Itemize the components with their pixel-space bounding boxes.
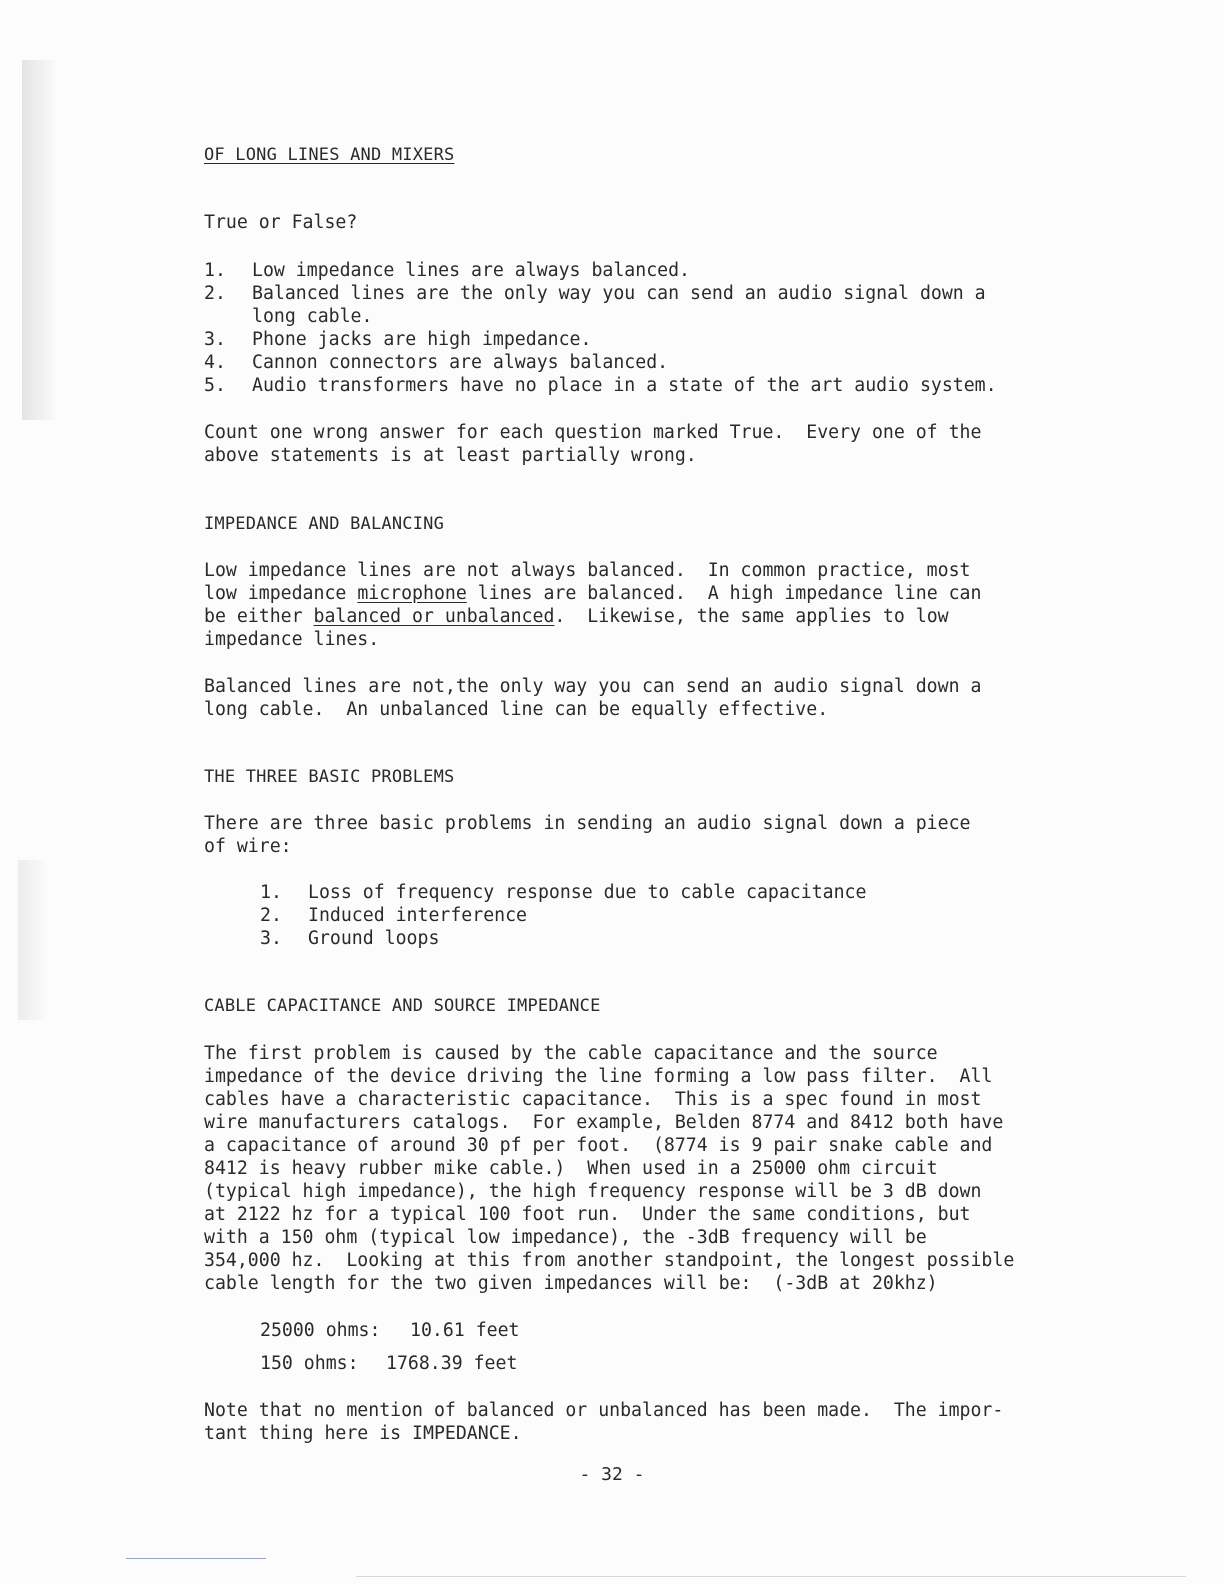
section-heading-problems: THE THREE BASIC PROBLEMS (204, 767, 455, 787)
quiz-item-5-num: 5. (204, 375, 226, 396)
cable-para-line-5: a capacitance of around 30 pf per foot. (8774 is 9 pair snake cable and (204, 1135, 993, 1156)
bottom-rule-left (126, 1558, 266, 1559)
cable-para-line-8: at 2122 hz for a typical 100 foot run. Under the same conditions, but (204, 1204, 971, 1225)
problem-1-num: 1. (260, 882, 282, 903)
quiz-item-1-text: Low impedance lines are always balanced. (252, 260, 690, 281)
value-label-150: 150 ohms: (260, 1353, 359, 1374)
underlined-phrase: balanced or unbalanced (313, 606, 555, 627)
quiz-item-5-text: Audio transformers have no place in a state of the art audio system. (252, 375, 997, 396)
value-label-25000: 25000 ohms: (260, 1320, 381, 1341)
cable-para-line-9: with a 150 ohm (typical low impedance), the -3dB frequency will be (204, 1227, 927, 1248)
scan-edge-shadow (22, 60, 58, 420)
impedance-p2-line-2: long cable. An unbalanced line can be equally effective. (204, 699, 829, 720)
quiz-note-line-2: above statements is at least partially wrong. (204, 445, 697, 466)
quiz-item-2-num: 2. (204, 283, 226, 304)
impedance-p1-line-4: impedance lines. (204, 629, 380, 650)
text-run: be either (204, 606, 314, 627)
impedance-p2-line-1: Balanced lines are not,the only way you can send an audio signal down a (204, 676, 982, 697)
text-run: lines are balanced. A high impedance line can (466, 583, 982, 604)
scan-edge-shadow-lower (18, 860, 48, 1020)
section-heading-cable: CABLE CAPACITANCE AND SOURCE IMPEDANCE (204, 996, 601, 1016)
quiz-item-4-num: 4. (204, 352, 226, 373)
cable-para-line-6: 8412 is heavy rubber mike cable.) When used in a 25000 ohm circuit (204, 1158, 938, 1179)
impedance-p1-line-3 (204, 605, 949, 628)
underlined-word: microphone (357, 583, 467, 604)
quiz-item-3-text: Phone jacks are high impedance. (252, 329, 592, 350)
problem-1-text: Loss of frequency response due to cable capacitance (308, 882, 867, 903)
problem-3-num: 3. (260, 928, 282, 949)
bottom-rule-right (356, 1576, 1186, 1577)
cable-note-line-1: Note that no mention of balanced or unbalanced has been made. The impor- (204, 1400, 1004, 1421)
cable-note-line-2: tant thing here is IMPEDANCE. (204, 1423, 522, 1444)
section-heading-impedance: IMPEDANCE AND BALANCING (204, 514, 445, 534)
cable-para-line-11: cable length for the two given impedances will be: (-3dB at 20khz) (204, 1273, 938, 1294)
text-run: low impedance (204, 583, 358, 604)
quiz-item-4-text: Cannon connectors are always balanced. (252, 352, 669, 373)
cable-para-line-7: (typical high impedance), the high frequency response will be 3 dB down (204, 1181, 982, 1202)
quiz-item-1-num: 1. (204, 260, 226, 281)
problems-intro-line-2: of wire: (204, 836, 292, 857)
cable-para-line-10: 354,000 hz. Looking at this from another standpoint, the longest possible (204, 1250, 1015, 1271)
problems-intro-line-1: There are three basic problems in sending an audio signal down a piece (204, 813, 971, 834)
quiz-note-line-1: Count one wrong answer for each question marked True. Every one of the (204, 422, 982, 443)
quiz-item-2-text: Balanced lines are the only way you can send an audio signal down a (252, 283, 986, 304)
impedance-p1-line-1: Low impedance lines are not always balanced. In common practice, most (204, 560, 971, 581)
problem-2-num: 2. (260, 905, 282, 926)
value-25000: 10.61 feet (410, 1320, 520, 1341)
cable-para-line-1: The first problem is caused by the cable capacitance and the source (204, 1043, 938, 1064)
quiz-item-3-num: 3. (204, 329, 226, 350)
page-number: - 32 - (579, 1464, 645, 1485)
impedance-p1-line-2 (204, 582, 981, 605)
text-run: . Likewise, the same applies to low (554, 606, 949, 627)
problem-3-text: Ground loops (308, 928, 440, 949)
quiz-prompt: True or False? (204, 212, 358, 233)
cable-para-line-2: impedance of the device driving the line forming a low pass filter. All (204, 1066, 993, 1087)
cable-para-line-3: cables have a characteristic capacitance. This is a spec found in most (204, 1089, 982, 1110)
quiz-item-2-text-cont: long cable. (252, 306, 373, 327)
page-title: OF LONG LINES AND MIXERS (204, 145, 455, 165)
value-150: 1768.39 feet (386, 1353, 518, 1374)
problem-2-text: Induced interference (308, 905, 527, 926)
cable-para-line-4: wire manufacturers catalogs. For example, Belden 8774 and 8412 both have (204, 1112, 1004, 1133)
